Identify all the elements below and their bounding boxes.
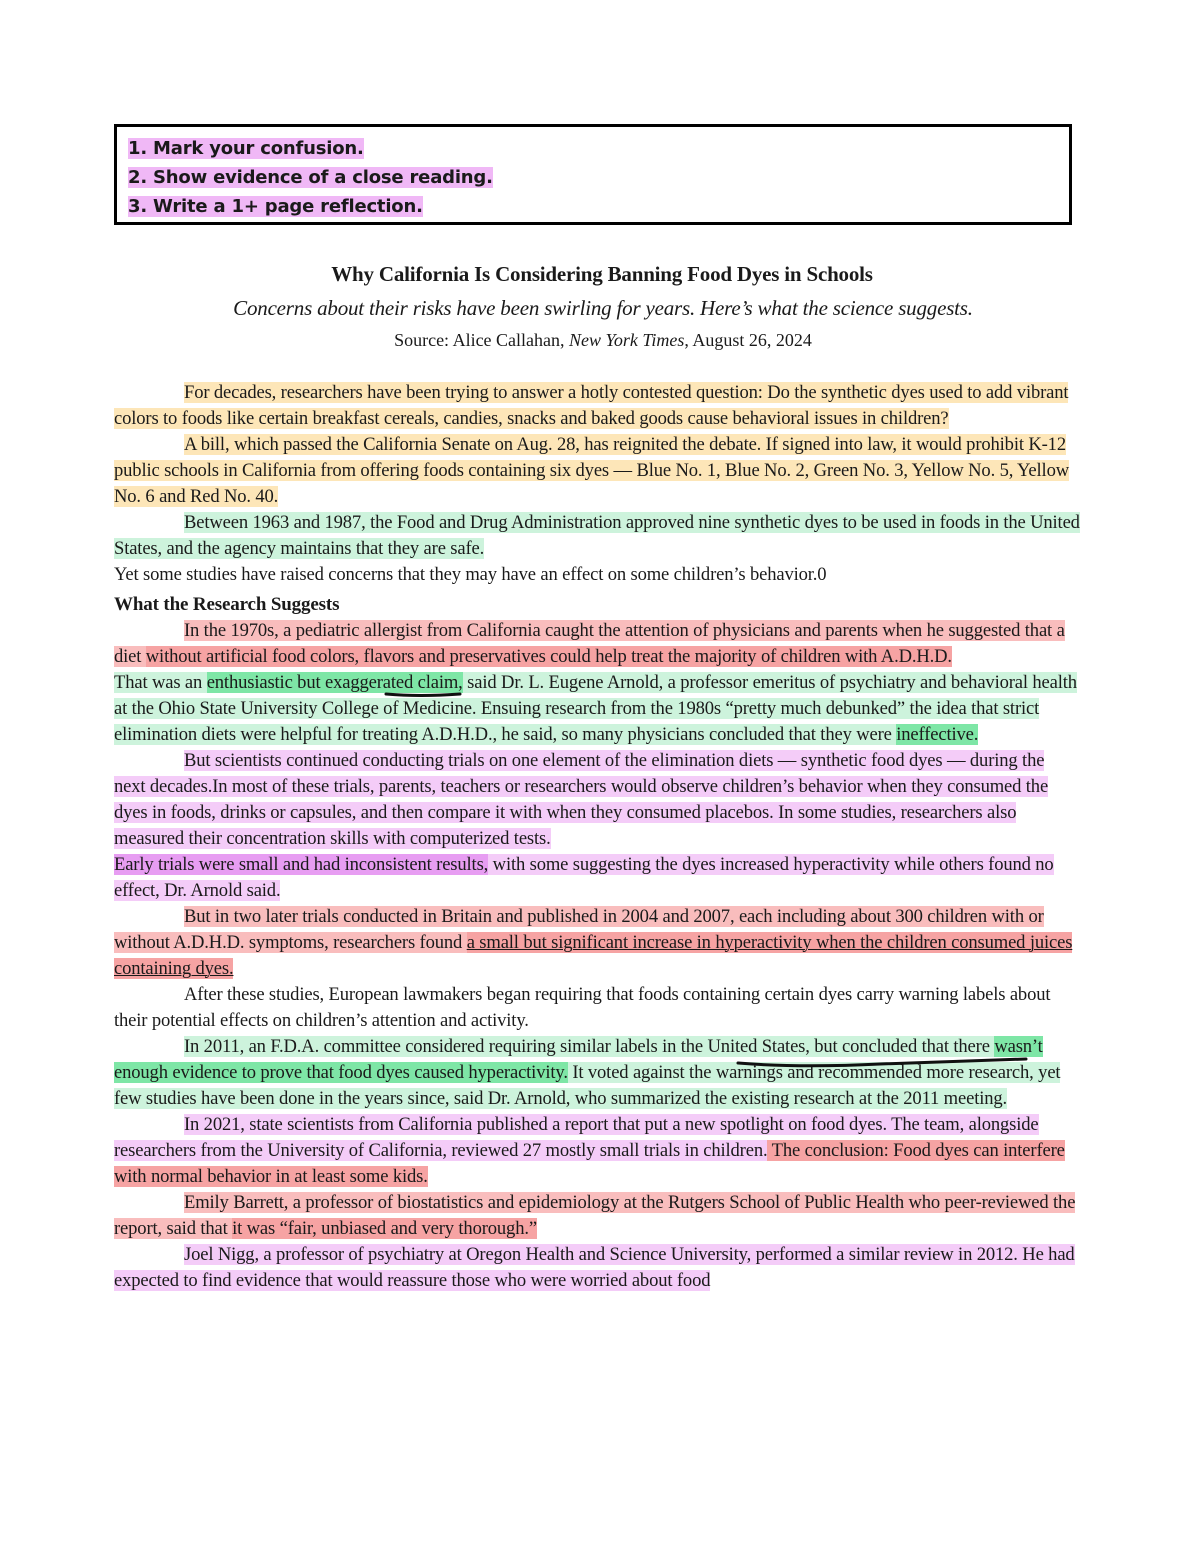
instructions-box bbox=[114, 124, 1072, 225]
paragraph-5: In the 1970s, a pediatric allergist from California caught the attention of physicians and parents when he suggested that a diet without artificial food colors, flavors and preservatives could help treat the majority of children with A.D.H.D. bbox=[114, 620, 1065, 667]
section-heading: What the Research Suggests bbox=[114, 594, 340, 615]
paragraph-14: Joel Nigg, a professor of psychiatry at Oregon Health and Science University, performed a similar review in 2012. He had expected to find evidence that would reassure those who were worried about food bbox=[114, 1244, 1075, 1291]
article-subtitle: Concerns about their risks have been swirling for years. Here’s what the science suggests. bbox=[233, 296, 973, 320]
article-source: Source: Alice Callahan, New York Times, August 26, 2024 bbox=[394, 330, 812, 350]
paragraph-8: Early trials were small and had inconsistent results, with some suggesting the dyes increased hyperactivity while others found no effect, Dr. Arnold said. bbox=[114, 854, 1054, 901]
paragraph-2: A bill, which passed the California Senate on Aug. 28, has reignited the debate. If signed into law, it would prohibit K-12 public schools in California from offering foods containing six dyes — Blue No. 1, Blue No. 2, Green No. 3, Yellow No. 5, Yellow No. 6 and Red No. 40. bbox=[114, 434, 1069, 507]
paragraph-11: In 2011, an F.D.A. committee considered requiring similar labels in the United States, but concluded that there wasn’t enough evidence to prove that food dyes caused hyperactivity. It voted against the warnings and recommended more research, yet few studies have been done in the years since, said Dr. Arnold, who summarized the existing research at the 2011 meeting. bbox=[114, 1036, 1061, 1109]
paragraph-1: For decades, researchers have been trying to answer a hotly contested question: Do the synthetic dyes used to add vibrant colors to foods like certain breakfast cereals, candies, snacks and baked goods cause behavioral issues in children? bbox=[114, 382, 1069, 429]
article-title: Why California Is Considering Banning Food Dyes in Schools bbox=[331, 262, 873, 286]
paragraph-6: That was an enthusiastic but exaggerated claim, said Dr. L. Eugene Arnold, a professor emeritus of psychiatry and behavioral health at the Ohio State University College of Medicine. Ensuing research from the 1980s “pretty much debunked” the idea that strict elimination diets were helpful for treating A.D.H.D., he said, so many physicians concluded that they were ineffective. bbox=[114, 672, 1077, 745]
paragraph-10: After these studies, European lawmakers began requiring that foods containing certain dyes carry warning labels about their potential effects on children’s attention and activity. bbox=[114, 984, 1051, 1031]
paragraph-13: Emily Barrett, a professor of biostatistics and epidemiology at the Rutgers School of Public Health who peer-reviewed the report, said that it was “fair, unbiased and very thorough.” bbox=[114, 1192, 1076, 1239]
paragraph-3: Between 1963 and 1987, the Food and Drug Administration approved nine synthetic dyes to be used in foods in the United States, and the agency maintains that they are safe. bbox=[114, 512, 1080, 559]
instruction-2: 2. Show evidence of a close reading. bbox=[128, 167, 493, 188]
paragraph-12: In 2021, state scientists from California published a report that put a new spotlight on food dyes. The team, alongside researchers from the University of California, reviewed 27 mostly small trials in children. The conclusion: Food dyes can interfere with normal behavior in at least some kids. bbox=[114, 1114, 1065, 1187]
paragraph-4: Yet some studies have raised concerns that they may have an effect on some children’s behavior.0 bbox=[114, 564, 827, 585]
article-body bbox=[114, 380, 1080, 1294]
paragraph-7: But scientists continued conducting trials on one element of the elimination diets — synthetic food dyes — during the next decades.In most of these trials, parents, teachers or researchers would observe children’s behavior when they consumed the dyes in foods, drinks or capsules, and then compare it with when they consumed placebos. In some studies, researchers also measured their concentration skills with computerized tests. bbox=[114, 750, 1049, 849]
instruction-3: 3. Write a 1+ page reflection. bbox=[128, 196, 423, 217]
instruction-1: 1. Mark your confusion. bbox=[128, 138, 364, 159]
paragraph-9: But in two later trials conducted in Britain and published in 2004 and 2007, each including about 300 children with or without A.D.H.D. symptoms, researchers found a small but significant increase in hyperactivity when the children consumed juices containing dyes. bbox=[114, 906, 1073, 979]
